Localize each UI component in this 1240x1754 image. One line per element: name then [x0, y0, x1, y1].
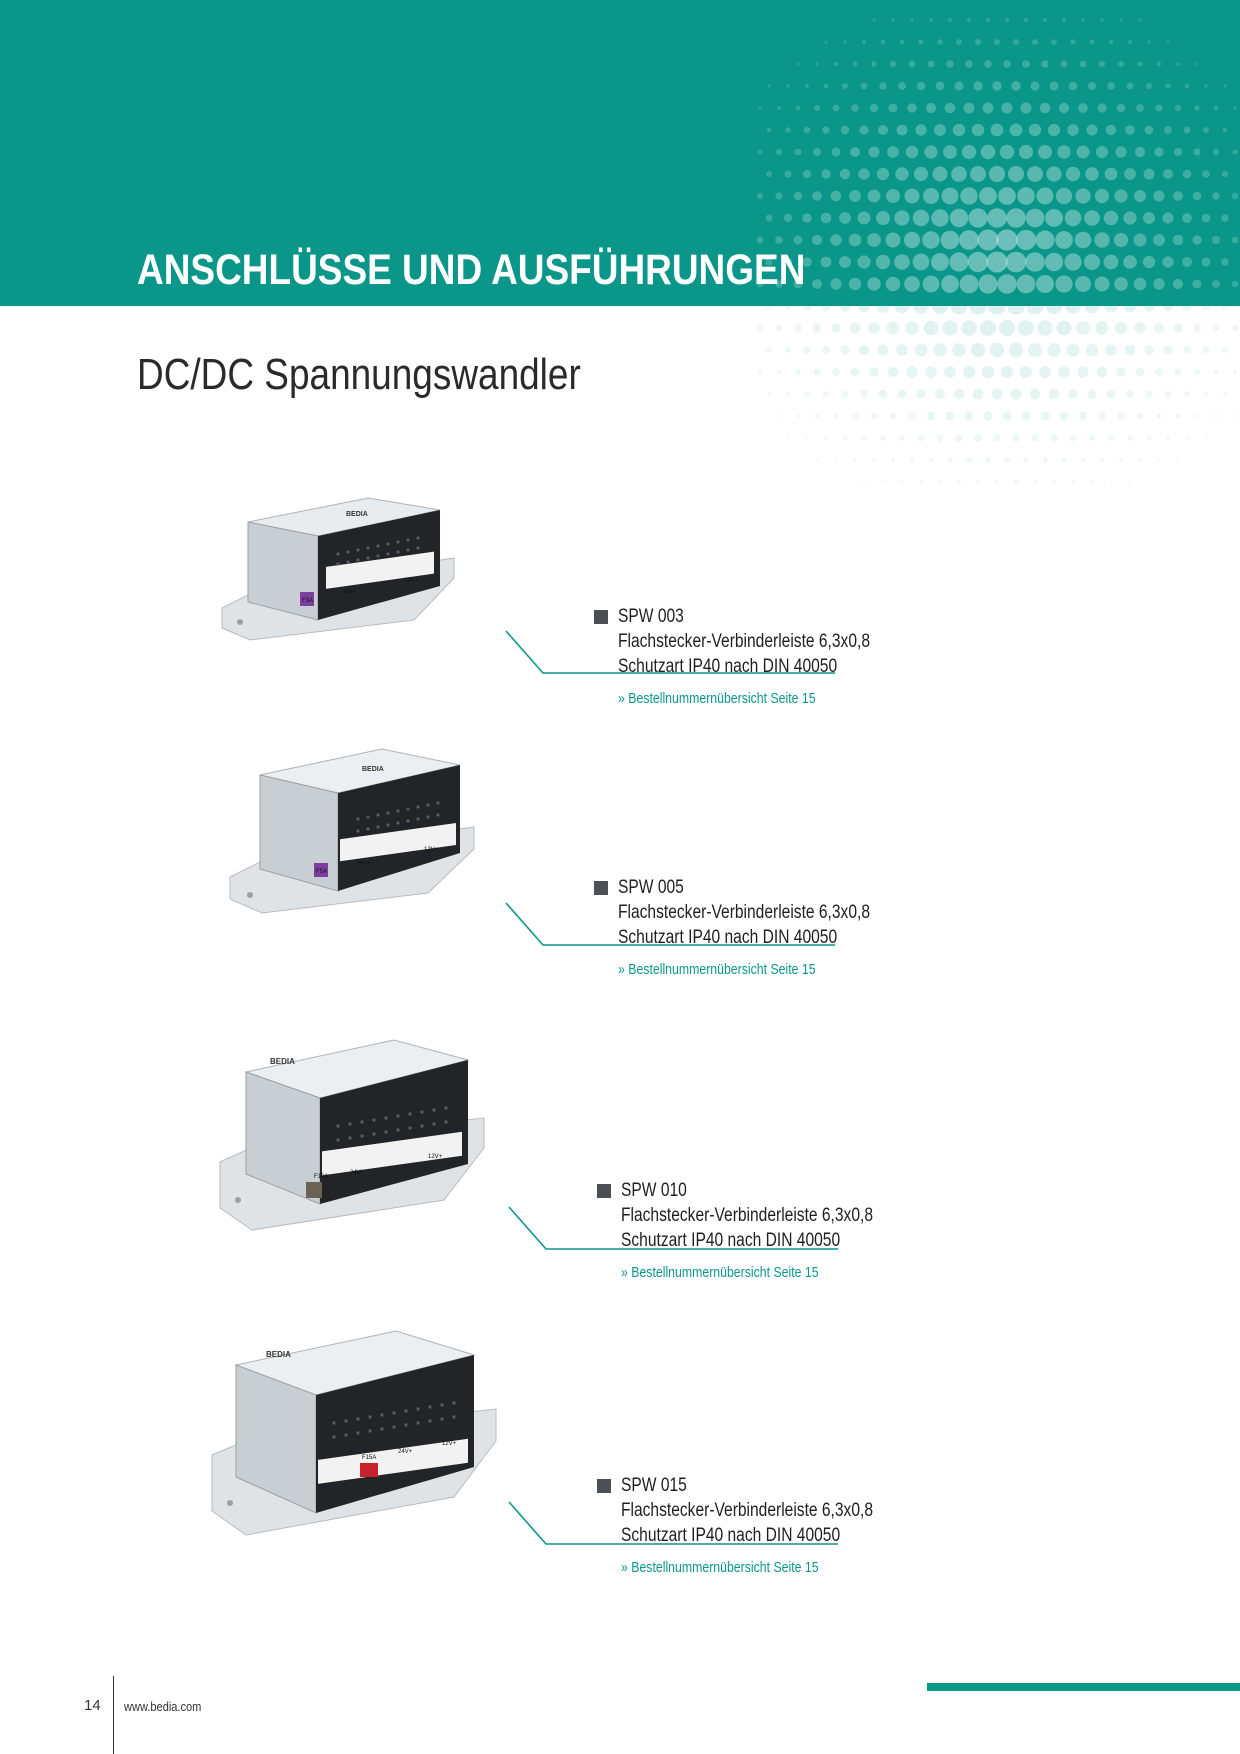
- page-number: 14: [84, 1697, 101, 1714]
- brand-label: BEDIA: [270, 1057, 295, 1066]
- product-image: [218, 1030, 488, 1240]
- header-band: [0, 0, 1240, 306]
- terminal-in-label: 24V+: [350, 1170, 365, 1176]
- fuse-label: F3A: [302, 598, 314, 604]
- bullet-square-icon: [597, 1479, 611, 1493]
- product-model: SPW 010: [621, 1180, 687, 1201]
- product-image: [228, 735, 478, 925]
- brand-label: BEDIA: [346, 511, 368, 518]
- order-overview-link[interactable]: » Bestellnummernübersicht Seite 15: [618, 690, 816, 707]
- product-feature: Flachstecker-Verbinderleiste 6,3x0,8: [621, 1205, 874, 1226]
- product-feature: Flachstecker-Verbinderleiste 6,3x0,8: [621, 1500, 874, 1521]
- page-heading: DC/DC Spannungswandler: [137, 350, 581, 399]
- order-overview-link[interactable]: » Bestellnummernübersicht Seite 15: [618, 961, 816, 978]
- terminal-out-label: 12V+: [442, 1441, 457, 1447]
- terminal-out-label: 12V+: [404, 578, 419, 584]
- product-feature: Flachstecker-Verbinderleiste 6,3x0,8: [618, 631, 871, 652]
- terminal-out-label: 12V+: [424, 847, 439, 853]
- footer-accent-bar: [927, 1683, 1240, 1691]
- product-protection: Schutzart IP40 nach DIN 40050: [618, 927, 838, 948]
- product-protection: Schutzart IP40 nach DIN 40050: [621, 1525, 841, 1546]
- fuse-label: F15A: [362, 1455, 377, 1461]
- product-feature: Flachstecker-Verbinderleiste 6,3x0,8: [618, 902, 871, 923]
- bullet-square-icon: [594, 610, 608, 624]
- bullet-square-icon: [594, 881, 608, 895]
- terminal-out-label: 12V+: [428, 1154, 443, 1160]
- order-overview-link[interactable]: » Bestellnummernübersicht Seite 15: [621, 1559, 819, 1576]
- section-title: ANSCHLÜSSE UND AUSFÜHRUNGEN: [137, 246, 806, 294]
- order-overview-link[interactable]: » Bestellnummernübersicht Seite 15: [621, 1264, 819, 1281]
- brand-label: BEDIA: [266, 1350, 291, 1359]
- terminal-in-label: 24V+: [342, 590, 357, 596]
- footer-divider: [113, 1676, 114, 1754]
- product-protection: Schutzart IP40 nach DIN 40050: [621, 1230, 841, 1251]
- terminal-in-label: 24V+: [356, 861, 371, 867]
- fuse-label: F10A: [314, 1174, 329, 1180]
- product-model: SPW 005: [618, 877, 684, 898]
- fuse-label: F5A: [316, 869, 328, 875]
- product-image: [218, 470, 458, 650]
- brand-label: BEDIA: [362, 766, 384, 773]
- bullet-square-icon: [597, 1184, 611, 1198]
- product-protection: Schutzart IP40 nach DIN 40050: [618, 656, 838, 677]
- product-model: SPW 003: [618, 606, 684, 627]
- terminal-in-label: 24V+: [398, 1449, 413, 1455]
- footer-url-link[interactable]: www.bedia.com: [124, 1699, 202, 1714]
- product-model: SPW 015: [621, 1475, 687, 1496]
- product-image: [210, 1325, 500, 1545]
